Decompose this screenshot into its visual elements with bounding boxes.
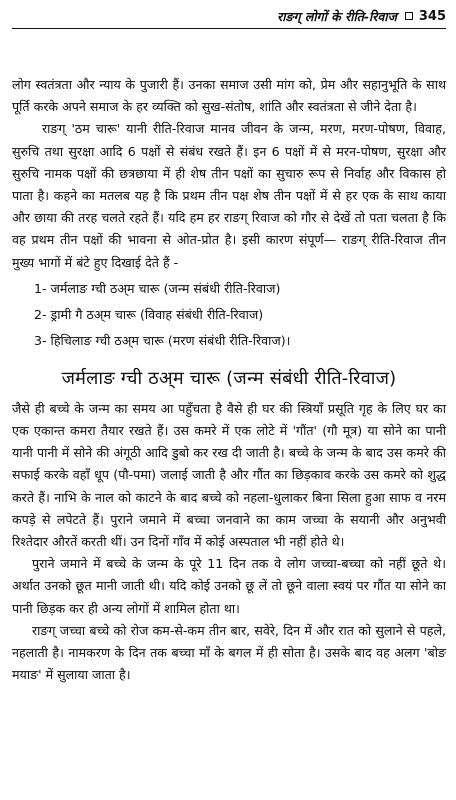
paragraph-1: लोग स्वतंत्रता और न्याय के पुजारी हैं। उनका समाज उसी मांग को, प्रेम और सहानुभूति के साथ पूर्ति करके अपने समाज के हर व्यक्ति को सुख-संतोष, शांति और स्वतंत्रता से जीने देता है। [12, 77, 446, 115]
paragraph-5: राङग् जच्चा बच्चे को रोज कम-से-कम तीन बार, सवेरे, दिन में और रात को सुलाने से पहले, नहलाती है। नामकरण के दिन तक बच्चा माँ के बगल में ही सोता है। उसके बाद वह अलग 'बोङ मयाङ' में सुलाया जाता है। [12, 622, 446, 683]
page-header [12, 6, 446, 26]
list-item: 3- हिचिलाङ ग्ची ठअ्म चारू (मरण संबंधी रीति-रिवाज)। [34, 332, 291, 348]
square-bullet-icon [405, 12, 413, 20]
paragraph-3: जैसे ही बच्चे के जन्म का समय आ पहुँचता है वैसे ही घर की स्त्रियाँ प्रसूति गृह के लिए घर का एक एकान्त कमरा तैयार रखते हैं। उस कमरे में एक लोटे में 'गौंत' (गौ मूत्र) या सोने का पानी यानी पानी में सोने की अंगूठी आदि डुबो कर रख दी जाती है। बच्चे के जन्म के बाद उस कमरे की सफाई करके वहाँ धूप (पौ-पमा) जलाई जाती है और गौंत का छिड़काव करके उस कमरे को शुद्ध करते हैं। नाभि के नाल को काटने के बाद बच्चे को नहला-धुलाकर बिना सिला हुआ साफ व नरम कपड़े से लपेटते हैं। पुराने जमाने में बच्चा जनवाने का काम जच्चा के सयानी और अनुभवी रिश्तेदार औरतें करती थीं। उन दिनों गाँव में कोई अस्पताल भी नहीं होते थे। [12, 400, 446, 550]
running-title: राङग् लोगों के रीति-रिवाज [277, 8, 397, 24]
page-number: 345 [418, 8, 446, 24]
header-rule [12, 28, 446, 29]
ritual-list [12, 276, 446, 354]
section-heading: जर्मलाङ ग्ची ठअ्म चारू (जन्म संबंधी रीति-रिवाज) [61, 367, 397, 389]
page-body [12, 74, 446, 686]
paragraph-4: पुराने जमाने में बच्चे के जन्म के पूरे 11 दिन तक वे लोग जच्चा-बच्चा को नहीं छूते थे। अर्थात उनको छूत मानी जाती थी। यदि कोई उनको छू लें तो छूने वाला स्वयं पर गौंत या सोने का पानी छिड़क कर ही अन्य लोगों में शामिल होता था। [12, 556, 446, 616]
paragraph-2: राङग् 'ठम चारू' यानी रीति-रिवाज मानव जीवन के जन्म, मरण, मरण-पोषण, विवाह, सुरुचि तथा सुरक्षा आदि 6 पक्षों से संबंध रखते हैं। इन 6 पक्षों में से मरन-पोषण, सुरक्षा और सुरुचि नामक पक्षों की छत्रछाया में ही शेष तीन पक्षों का सुचारु रूप से निर्वाह और विकास हो पाता है। कहने का मतलब यह है कि प्रथम तीन पक्ष शेष तीन पक्षों में से हर एक के साथ काया और छाया की तरह चलते रहते हैं। यदि हम हर राङग् रिवाज को गौर से देखें तो पता चलता है कि वह प्रथम तीन पक्षों की भावना से ओत-प्रोत है। इसी कारण संपूर्ण— राङग् रीति-रिवाज तीन मुख्य भागों में बंटे हुए दिखाई देते हैं - [12, 121, 446, 270]
list-item: 1- जर्मलाङ ग्ची ठअ्म चारू (जन्म संबंधी रीति-रिवाज) [34, 280, 281, 296]
list-item: 2- ड्रामी गै ठअ्म चारू (विवाह संबंधी रीति-रिवाज) [34, 306, 264, 322]
